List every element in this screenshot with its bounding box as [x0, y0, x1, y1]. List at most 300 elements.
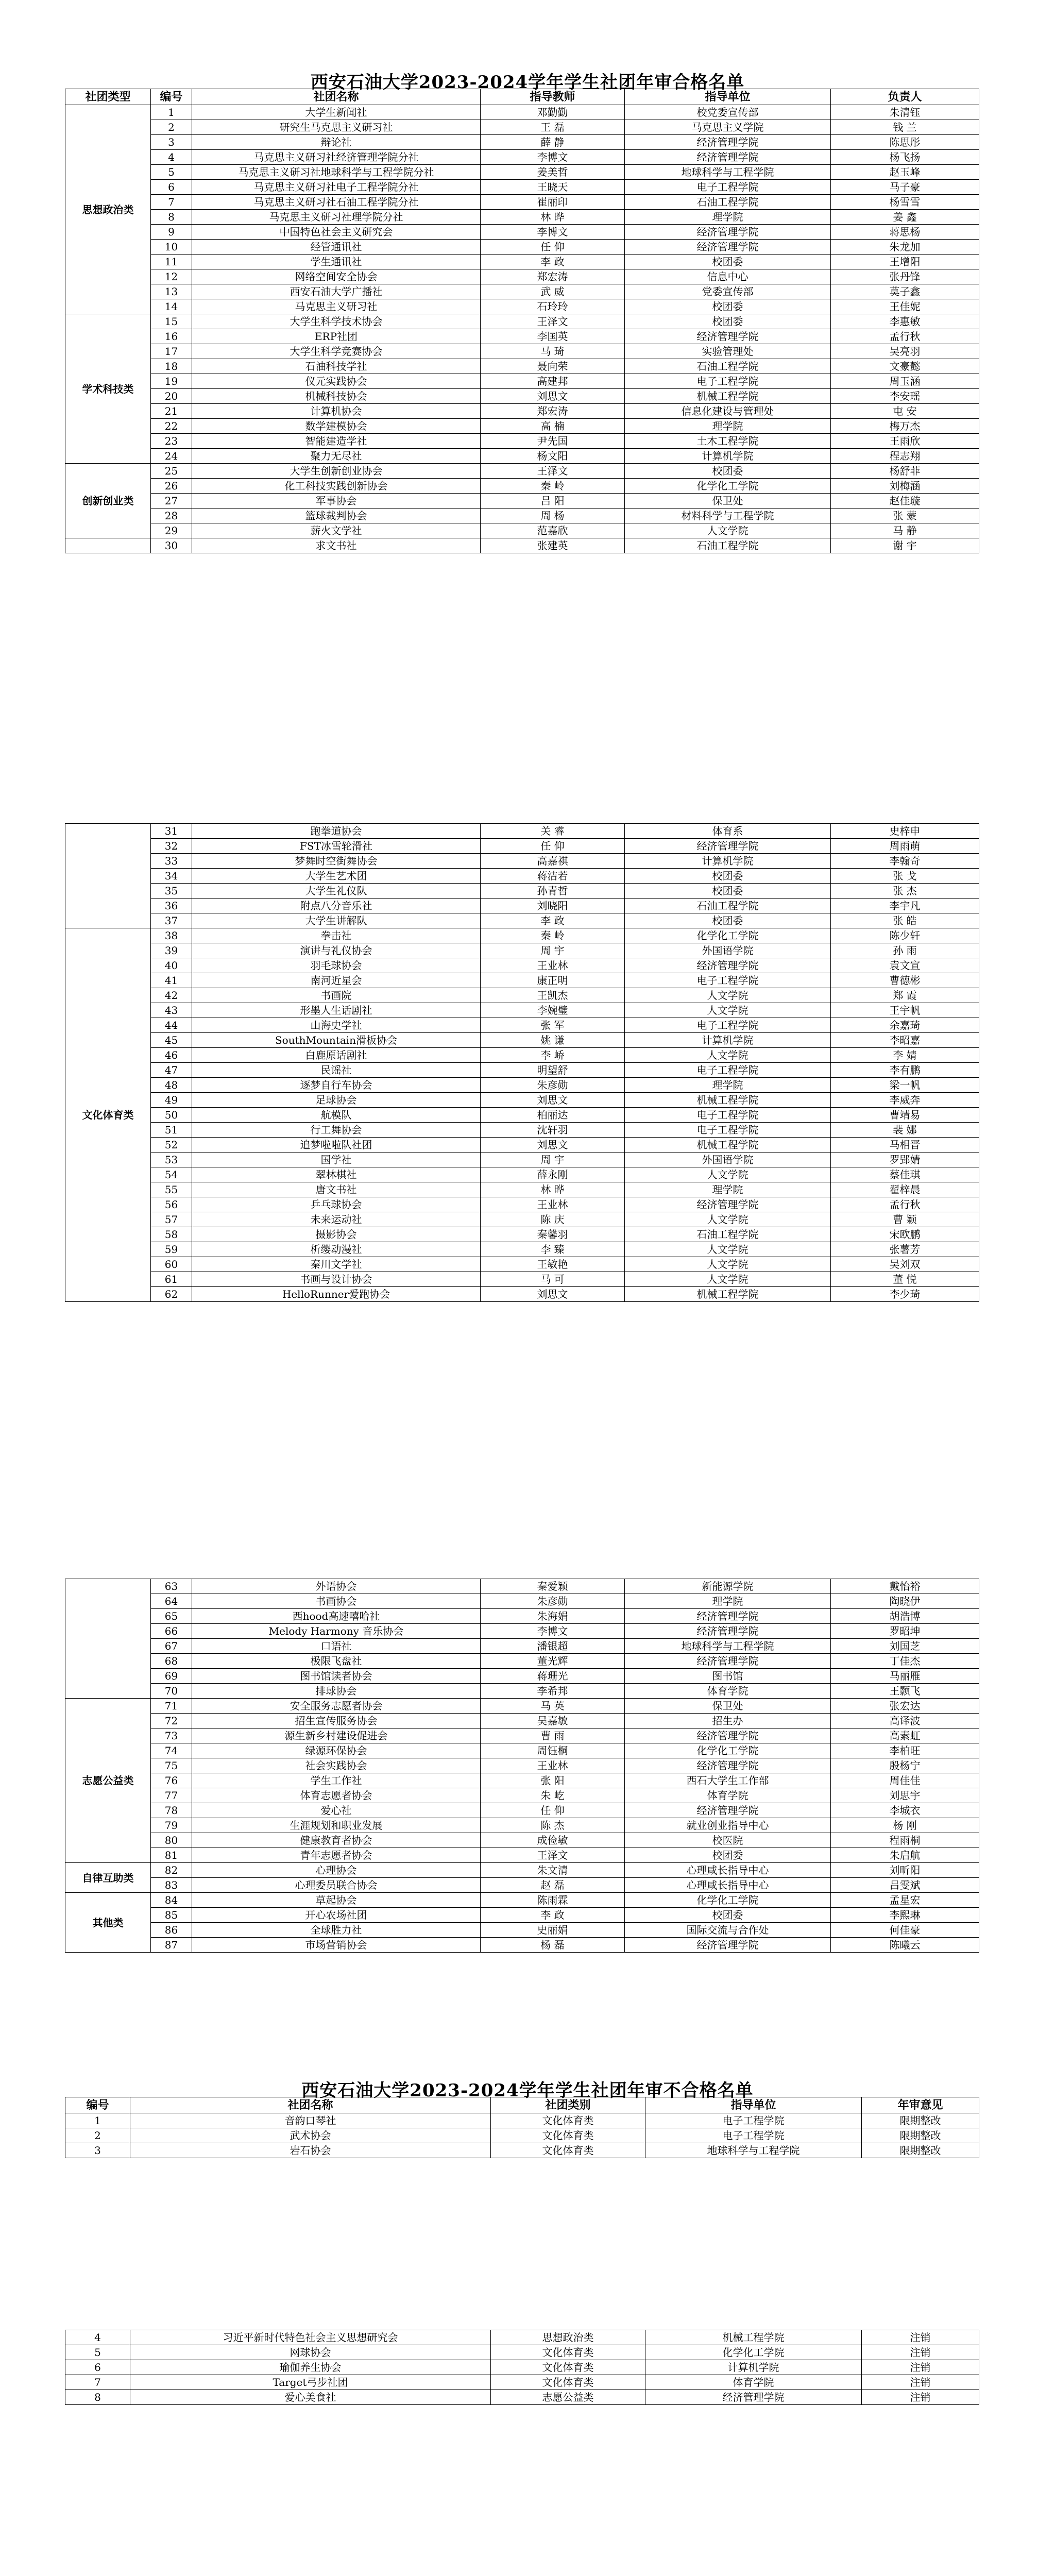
leader: 朱清钰: [831, 105, 979, 120]
column-header: 社团类别: [491, 2097, 645, 2113]
club-name: 健康教育者协会: [192, 1833, 481, 1848]
table-row: [65, 1624, 979, 1639]
leader: 陈曦云: [831, 1938, 979, 1953]
advisor: 武 威: [481, 284, 625, 299]
leader: 王颢飞: [831, 1684, 979, 1699]
leader: 周玉涵: [831, 374, 979, 389]
row-number: 78: [151, 1803, 192, 1818]
pass-table-part-2: [65, 823, 979, 1302]
advisor-unit: 经济管理学院: [625, 1758, 831, 1773]
leader: 孟行秋: [831, 1197, 979, 1212]
table-row: [65, 538, 979, 553]
club-category: [65, 824, 151, 928]
advisor-unit: 电子工程学院: [625, 973, 831, 988]
club-name: 音韵口琴社: [130, 2113, 491, 2128]
table-row: [65, 854, 979, 869]
club-name: FST冰雪轮滑社: [192, 839, 481, 854]
club-category: 文化体育类: [491, 2113, 645, 2128]
table-row: [65, 299, 979, 314]
fail-list-title: 西安石油大学2023-2024学年学生社团年审不合格名单: [301, 2080, 754, 2101]
advisor-unit: 计算机学院: [625, 449, 831, 464]
advisor-unit: 电子工程学院: [625, 374, 831, 389]
advisor: 秦爱颖: [481, 1579, 625, 1594]
leader: 张 杰: [831, 884, 979, 899]
club-name: 心理委员联合协会: [192, 1878, 481, 1893]
advisor: 吴嘉敏: [481, 1714, 625, 1728]
table-row: [65, 1033, 979, 1048]
club-name: 马克思主义研习社理学院分社: [192, 210, 481, 225]
review-opinion: 注销: [862, 2345, 979, 2360]
row-number: 66: [151, 1624, 192, 1639]
advisor: 石玲玲: [481, 299, 625, 314]
row-number: 39: [151, 943, 192, 958]
table-row: [65, 1803, 979, 1818]
advisor-unit: 经济管理学院: [625, 1197, 831, 1212]
advisor-unit: 图书馆: [625, 1669, 831, 1684]
advisor: 马 琦: [481, 344, 625, 359]
leader: 高译波: [831, 1714, 979, 1728]
row-number: 62: [151, 1287, 192, 1302]
club-name: Target弓步社团: [130, 2375, 491, 2390]
advisor-unit: 校团委: [625, 1848, 831, 1863]
club-name: 仪元实践协会: [192, 374, 481, 389]
club-name: 市场营销协会: [192, 1938, 481, 1953]
row-number: 5: [65, 2345, 130, 2360]
advisor-unit: 经济管理学院: [625, 1609, 831, 1624]
leader: 吕雯斌: [831, 1878, 979, 1893]
leader: 姜 鑫: [831, 210, 979, 225]
leader: 李有鹏: [831, 1063, 979, 1078]
advisor-unit: 人文学院: [625, 1048, 831, 1063]
leader: 杨雪雪: [831, 195, 979, 210]
leader: 杨飞扬: [831, 150, 979, 165]
advisor: 明望舒: [481, 1063, 625, 1078]
club-category: [65, 538, 151, 553]
leader: 朱龙加: [831, 240, 979, 255]
advisor: 杨文阳: [481, 449, 625, 464]
advisor: 关 睿: [481, 824, 625, 839]
table-row: [65, 1863, 979, 1878]
row-number: 49: [151, 1093, 192, 1108]
advisor-unit: 经济管理学院: [625, 958, 831, 973]
pass-table-part-3: [65, 1579, 979, 1953]
club-name: 招生宣传服务协会: [192, 1714, 481, 1728]
table-row: [65, 1003, 979, 1018]
advisor-unit: 化学化工学院: [625, 1893, 831, 1908]
advisor-unit: 经济管理学院: [625, 1654, 831, 1669]
table-row: [65, 958, 979, 973]
advisor: 薛永刚: [481, 1167, 625, 1182]
club-name: 西安石油大学广播社: [192, 284, 481, 299]
leader: 孟星宏: [831, 1893, 979, 1908]
leader: 李昭嘉: [831, 1033, 979, 1048]
review-opinion: 注销: [862, 2375, 979, 2390]
table-row: [65, 195, 979, 210]
leader: 陈思彤: [831, 135, 979, 150]
leader: 李熙琳: [831, 1908, 979, 1923]
club-name: 聚力无尽社: [192, 449, 481, 464]
advisor: 刘思文: [481, 389, 625, 404]
row-number: 5: [151, 165, 192, 180]
advisor: 李 政: [481, 255, 625, 269]
table-row: [65, 404, 979, 419]
club-name: 极限飞盘社: [192, 1654, 481, 1669]
table-row: [65, 884, 979, 899]
advisor: 王泽文: [481, 1848, 625, 1863]
club-name: 心理协会: [192, 1863, 481, 1878]
row-number: 8: [65, 2390, 130, 2405]
advisor-unit: 理学院: [625, 1594, 831, 1609]
row-number: 1: [65, 2113, 130, 2128]
advisor: 李国英: [481, 329, 625, 344]
table-row: [65, 344, 979, 359]
row-number: 68: [151, 1654, 192, 1669]
table-row: [65, 1018, 979, 1033]
club-name: 大学生新闻社: [192, 105, 481, 120]
advisor: 郑宏涛: [481, 404, 625, 419]
row-number: 85: [151, 1908, 192, 1923]
advisor: 张 军: [481, 1018, 625, 1033]
row-number: 10: [151, 240, 192, 255]
row-number: 43: [151, 1003, 192, 1018]
row-number: 58: [151, 1227, 192, 1242]
advisor-unit: 人文学院: [625, 1242, 831, 1257]
advisor-unit: 经济管理学院: [625, 1728, 831, 1743]
advisor: 崔丽印: [481, 195, 625, 210]
club-name: 智能建造学社: [192, 434, 481, 449]
table-row: [65, 2113, 979, 2128]
table-row: [65, 1938, 979, 1953]
advisor-unit: 石油工程学院: [625, 1227, 831, 1242]
leader: 张 蒙: [831, 509, 979, 523]
table-row: [65, 494, 979, 509]
leader: 刘国芝: [831, 1639, 979, 1654]
advisor: 刘晓阳: [481, 899, 625, 913]
table-row: [65, 1138, 979, 1153]
table-row: [65, 1579, 979, 1594]
leader: 王佳妮: [831, 299, 979, 314]
club-category: 文化体育类: [491, 2128, 645, 2143]
club-name: 书画协会: [192, 1594, 481, 1609]
advisor: 王 磊: [481, 120, 625, 135]
leader: 何佳豪: [831, 1923, 979, 1938]
table-row: [65, 2128, 979, 2143]
row-number: 17: [151, 344, 192, 359]
club-name: 瑜伽养生协会: [130, 2360, 491, 2375]
advisor-unit: 经济管理学院: [625, 240, 831, 255]
row-number: 76: [151, 1773, 192, 1788]
club-name: 绿源环保协会: [192, 1743, 481, 1758]
club-name: 化工科技实践创新协会: [192, 479, 481, 494]
leader: 张 戈: [831, 869, 979, 884]
advisor-unit: 电子工程学院: [645, 2128, 862, 2143]
row-number: 57: [151, 1212, 192, 1227]
row-number: 4: [151, 150, 192, 165]
leader: 丁佳杰: [831, 1654, 979, 1669]
table-row: [65, 359, 979, 374]
leader: 吴刘双: [831, 1257, 979, 1272]
club-name: 未来运动社: [192, 1212, 481, 1227]
row-number: 65: [151, 1609, 192, 1624]
advisor: 杨 磊: [481, 1938, 625, 1953]
advisor-unit: 化学化工学院: [625, 928, 831, 943]
column-header: 社团名称: [130, 2097, 491, 2113]
leader: 刘昕阳: [831, 1863, 979, 1878]
advisor-unit: 人文学院: [625, 988, 831, 1003]
club-name: 爱心美食社: [130, 2390, 491, 2405]
club-name: 学生通讯社: [192, 255, 481, 269]
club-category: 学术科技类: [65, 314, 151, 464]
table-row: [65, 1197, 979, 1212]
advisor-unit: 材料科学与工程学院: [625, 509, 831, 523]
club-category: 其他类: [65, 1893, 151, 1953]
advisor-unit: 经济管理学院: [625, 150, 831, 165]
row-number: 64: [151, 1594, 192, 1609]
column-header: 指导教师: [481, 89, 625, 105]
club-name: 马克思主义研习社经济管理学院分社: [192, 150, 481, 165]
advisor-unit: 电子工程学院: [625, 1123, 831, 1138]
club-name: 逐梦自行车协会: [192, 1078, 481, 1093]
advisor: 王业林: [481, 958, 625, 973]
row-number: 63: [151, 1579, 192, 1594]
table-row: [65, 479, 979, 494]
row-number: 74: [151, 1743, 192, 1758]
club-name: 篮球裁判协会: [192, 509, 481, 523]
leader: 王宇帆: [831, 1003, 979, 1018]
advisor: 李希邦: [481, 1684, 625, 1699]
club-name: 羽毛球协会: [192, 958, 481, 973]
advisor: 王业林: [481, 1758, 625, 1773]
advisor-unit: 石油工程学院: [625, 359, 831, 374]
column-header: 年审意见: [862, 2097, 979, 2113]
advisor-unit: 心理咸长指导中心: [625, 1863, 831, 1878]
advisor-unit: 心理咸长指导中心: [625, 1878, 831, 1893]
table-row: [65, 928, 979, 943]
advisor: 王泽文: [481, 464, 625, 479]
leader: 孙 雨: [831, 943, 979, 958]
table-row: [65, 1743, 979, 1758]
table-row: [65, 314, 979, 329]
club-name: 安全服务志愿者协会: [192, 1699, 481, 1714]
leader: 陶晓伊: [831, 1594, 979, 1609]
advisor-unit: 理学院: [625, 1078, 831, 1093]
advisor: 陈 庆: [481, 1212, 625, 1227]
column-header: 编号: [65, 2097, 130, 2113]
leader: 曹德彬: [831, 973, 979, 988]
club-name: 形墨人生话剧社: [192, 1003, 481, 1018]
advisor-unit: 机械工程学院: [625, 1093, 831, 1108]
row-number: 44: [151, 1018, 192, 1033]
advisor-unit: 实验管理处: [625, 344, 831, 359]
advisor: 秦 岭: [481, 479, 625, 494]
advisor-unit: 党委宣传部: [625, 284, 831, 299]
table-row: [65, 225, 979, 240]
row-number: 23: [151, 434, 192, 449]
leader: 吴亮羽: [831, 344, 979, 359]
row-number: 26: [151, 479, 192, 494]
advisor-unit: 体育学院: [625, 1788, 831, 1803]
leader: 张丹锋: [831, 269, 979, 284]
advisor-unit: 人文学院: [625, 1003, 831, 1018]
advisor: 刘思文: [481, 1093, 625, 1108]
table-row: [65, 329, 979, 344]
leader: 李翰奇: [831, 854, 979, 869]
advisor-unit: 体育系: [625, 824, 831, 839]
advisor-unit: 校党委宣传部: [625, 105, 831, 120]
advisor-unit: 招生办: [625, 1714, 831, 1728]
club-name: 梦舞时空街舞协会: [192, 854, 481, 869]
club-category: 文化体育类: [491, 2360, 645, 2375]
row-number: 56: [151, 1197, 192, 1212]
leader: 李少琦: [831, 1287, 979, 1302]
table-row: [65, 523, 979, 538]
row-number: 31: [151, 824, 192, 839]
row-number: 60: [151, 1257, 192, 1272]
advisor: 任 仰: [481, 240, 625, 255]
club-name: 岩石协会: [130, 2143, 491, 2158]
club-name: 辩论社: [192, 135, 481, 150]
advisor-unit: 校团委: [625, 255, 831, 269]
row-number: 48: [151, 1078, 192, 1093]
advisor: 姜美哲: [481, 165, 625, 180]
advisor-unit: 外国语学院: [625, 943, 831, 958]
row-number: 29: [151, 523, 192, 538]
leader: 屯 安: [831, 404, 979, 419]
advisor: 李 峤: [481, 1048, 625, 1063]
table-row: [65, 389, 979, 404]
club-name: 大学生科学技术协会: [192, 314, 481, 329]
leader: 刘思宇: [831, 1788, 979, 1803]
table-row: [65, 1287, 979, 1302]
row-number: 35: [151, 884, 192, 899]
advisor-unit: 校团委: [625, 913, 831, 928]
row-number: 84: [151, 1893, 192, 1908]
club-category: 自律互助类: [65, 1863, 151, 1893]
advisor-unit: 计算机学院: [625, 1033, 831, 1048]
table-row: [65, 255, 979, 269]
leader: 赵玉峰: [831, 165, 979, 180]
advisor: 史丽娟: [481, 1923, 625, 1938]
club-name: 青年志愿者协会: [192, 1848, 481, 1863]
club-name: 书画院: [192, 988, 481, 1003]
club-name: 求文书社: [192, 538, 481, 553]
leader: 马子豪: [831, 180, 979, 195]
club-name: 翠林棋社: [192, 1167, 481, 1182]
leader: 曹 颖: [831, 1212, 979, 1227]
advisor: 刘思文: [481, 1138, 625, 1153]
advisor-unit: 校医院: [625, 1833, 831, 1848]
advisor-unit: 校团委: [625, 314, 831, 329]
row-number: 18: [151, 359, 192, 374]
leader: 袁文宣: [831, 958, 979, 973]
table-row: [65, 105, 979, 120]
club-category: 创新创业类: [65, 464, 151, 538]
row-number: 7: [65, 2375, 130, 2390]
club-name: SouthMountain滑板协会: [192, 1033, 481, 1048]
leader: 李威奔: [831, 1093, 979, 1108]
leader: 杨舒菲: [831, 464, 979, 479]
advisor-unit: 机械工程学院: [625, 1138, 831, 1153]
club-name: 经管通讯社: [192, 240, 481, 255]
table-row: [65, 1153, 979, 1167]
table-row: [65, 973, 979, 988]
row-number: 77: [151, 1788, 192, 1803]
leader: 高素虹: [831, 1728, 979, 1743]
advisor-unit: 人文学院: [625, 1212, 831, 1227]
club-name: 学生工作社: [192, 1773, 481, 1788]
table-row: [65, 1182, 979, 1197]
advisor: 王泽文: [481, 314, 625, 329]
club-name: 研究生马克思主义研习社: [192, 120, 481, 135]
table-row: [65, 150, 979, 165]
column-header: 编号: [151, 89, 192, 105]
table-row: [65, 210, 979, 225]
advisor-unit: 化学化工学院: [625, 1743, 831, 1758]
advisor-unit: 机械工程学院: [625, 389, 831, 404]
advisor: 秦 岭: [481, 928, 625, 943]
row-number: 70: [151, 1684, 192, 1699]
advisor-unit: 理学院: [625, 419, 831, 434]
advisor: 郑宏涛: [481, 269, 625, 284]
advisor: 李 臻: [481, 1242, 625, 1257]
club-name: HelloRunner爱跑协会: [192, 1287, 481, 1302]
row-number: 53: [151, 1153, 192, 1167]
row-number: 25: [151, 464, 192, 479]
table-row: [65, 1833, 979, 1848]
advisor-unit: 人文学院: [625, 1272, 831, 1287]
table-row: [65, 824, 979, 839]
club-name: 马克思主义研习社地球科学与工程学院分社: [192, 165, 481, 180]
table-row: [65, 988, 979, 1003]
advisor: 吕 阳: [481, 494, 625, 509]
advisor: 邓勤勤: [481, 105, 625, 120]
row-number: 16: [151, 329, 192, 344]
table-row: [65, 869, 979, 884]
row-number: 81: [151, 1848, 192, 1863]
club-name: 习近平新时代特色社会主义思想研究会: [130, 2330, 491, 2345]
leader: 钱 兰: [831, 120, 979, 135]
row-number: 59: [151, 1242, 192, 1257]
club-name: 外语协会: [192, 1579, 481, 1594]
row-number: 33: [151, 854, 192, 869]
table-row: [65, 1078, 979, 1093]
club-category: 文化体育类: [65, 928, 151, 1302]
advisor: 周 宇: [481, 943, 625, 958]
advisor-unit: 人文学院: [625, 523, 831, 538]
row-number: 47: [151, 1063, 192, 1078]
advisor-unit: 电子工程学院: [625, 1063, 831, 1078]
leader: 李 婧: [831, 1048, 979, 1063]
advisor-unit: 理学院: [625, 1182, 831, 1197]
table-row: [65, 1773, 979, 1788]
table-row: [65, 1272, 979, 1287]
row-number: 87: [151, 1938, 192, 1953]
club-name: 书画与设计协会: [192, 1272, 481, 1287]
advisor-unit: 马克思主义学院: [625, 120, 831, 135]
review-opinion: 注销: [862, 2330, 979, 2345]
advisor-unit: 经济管理学院: [625, 1624, 831, 1639]
advisor-unit: 经济管理学院: [625, 135, 831, 150]
leader: 刘梅涵: [831, 479, 979, 494]
club-name: 开心农场社团: [192, 1908, 481, 1923]
club-name: 全球胜力社: [192, 1923, 481, 1938]
row-number: 6: [65, 2360, 130, 2375]
advisor-unit: 人文学院: [625, 1167, 831, 1182]
advisor: 潘银超: [481, 1639, 625, 1654]
leader: 李城衣: [831, 1803, 979, 1818]
club-name: 大学生讲解队: [192, 913, 481, 928]
advisor-unit: 地球科学与工程学院: [645, 2143, 862, 2158]
